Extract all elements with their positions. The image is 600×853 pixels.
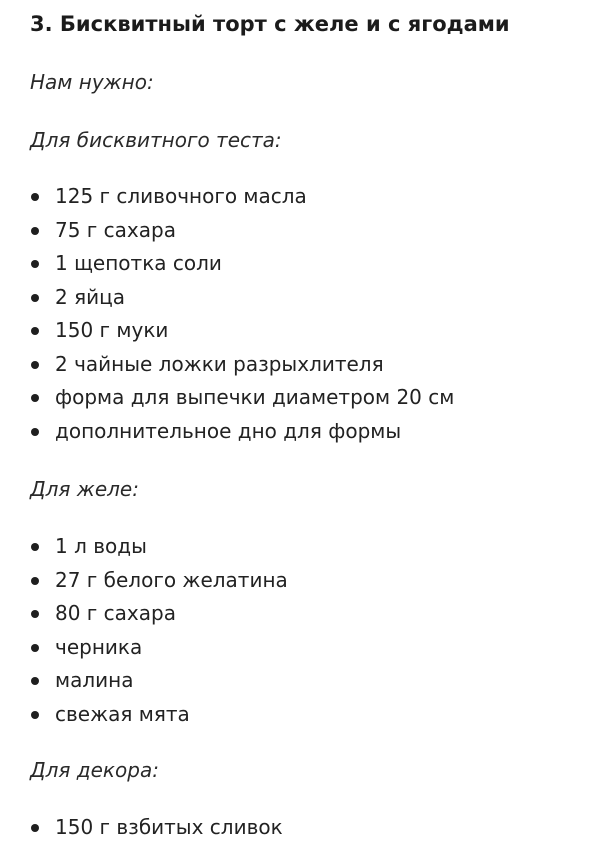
list-item-text: форма для выпечки диаметром 20 см bbox=[55, 385, 455, 409]
list-item-text: 150 г взбитых сливок bbox=[55, 815, 283, 839]
list-item bbox=[0, 564, 288, 598]
bullet-icon bbox=[31, 361, 39, 369]
list-item-text: 2 чайные ложки разрыхлителя bbox=[55, 351, 384, 376]
recipe-title: 3. Бисквитный торт с желе и с ягодами bbox=[30, 12, 510, 36]
section-heading-sponge: Для бисквитного теста: bbox=[30, 128, 282, 152]
bullet-icon bbox=[31, 193, 39, 201]
list-item bbox=[0, 631, 288, 665]
ingredient-list-sponge bbox=[0, 180, 454, 448]
ingredient-list-decor bbox=[0, 811, 283, 845]
list-item-text: 150 г муки bbox=[55, 318, 169, 342]
bullet-icon bbox=[31, 577, 39, 585]
list-item bbox=[0, 415, 454, 449]
bullet-icon bbox=[31, 711, 39, 719]
list-item bbox=[0, 381, 454, 415]
list-item bbox=[0, 664, 288, 698]
list-item-text: малина bbox=[55, 668, 134, 692]
list-item-text: 2 яйца bbox=[55, 284, 125, 309]
list-item bbox=[0, 180, 454, 214]
list-item bbox=[0, 597, 288, 631]
list-item-text: 1 л воды bbox=[55, 534, 147, 558]
bullet-icon bbox=[31, 644, 39, 652]
list-item bbox=[0, 214, 454, 248]
bullet-icon bbox=[31, 610, 39, 618]
bullet-icon bbox=[31, 227, 39, 235]
list-item bbox=[0, 348, 454, 382]
section-heading-decor: Для декора: bbox=[30, 758, 159, 782]
list-item bbox=[0, 698, 288, 732]
list-item bbox=[0, 281, 454, 315]
list-item bbox=[0, 314, 454, 348]
list-item bbox=[0, 811, 283, 845]
bullet-icon bbox=[31, 327, 39, 335]
bullet-icon bbox=[31, 394, 39, 402]
list-item-text: дополнительное дно для формы bbox=[55, 418, 402, 443]
bullet-icon bbox=[31, 260, 39, 268]
list-item bbox=[0, 247, 454, 281]
bullet-icon bbox=[31, 543, 39, 551]
list-item-text: 1 щепотка соли bbox=[55, 251, 222, 275]
bullet-icon bbox=[31, 294, 39, 302]
bullet-icon bbox=[31, 824, 39, 832]
section-heading-jelly: Для желе: bbox=[30, 477, 139, 501]
list-item-text: 75 г сахара bbox=[55, 217, 176, 242]
bullet-icon bbox=[31, 428, 39, 436]
ingredient-list-jelly bbox=[0, 530, 288, 731]
list-item-text: свежая мята bbox=[55, 701, 190, 726]
intro-text: Нам нужно: bbox=[30, 70, 154, 94]
list-item-text: 80 г сахара bbox=[55, 601, 176, 625]
list-item-text: 125 г сливочного масла bbox=[55, 184, 307, 208]
bullet-icon bbox=[31, 677, 39, 685]
list-item bbox=[0, 530, 288, 564]
list-item-text: черника bbox=[55, 634, 143, 659]
list-item-text: 27 г белого желатина bbox=[55, 567, 288, 592]
